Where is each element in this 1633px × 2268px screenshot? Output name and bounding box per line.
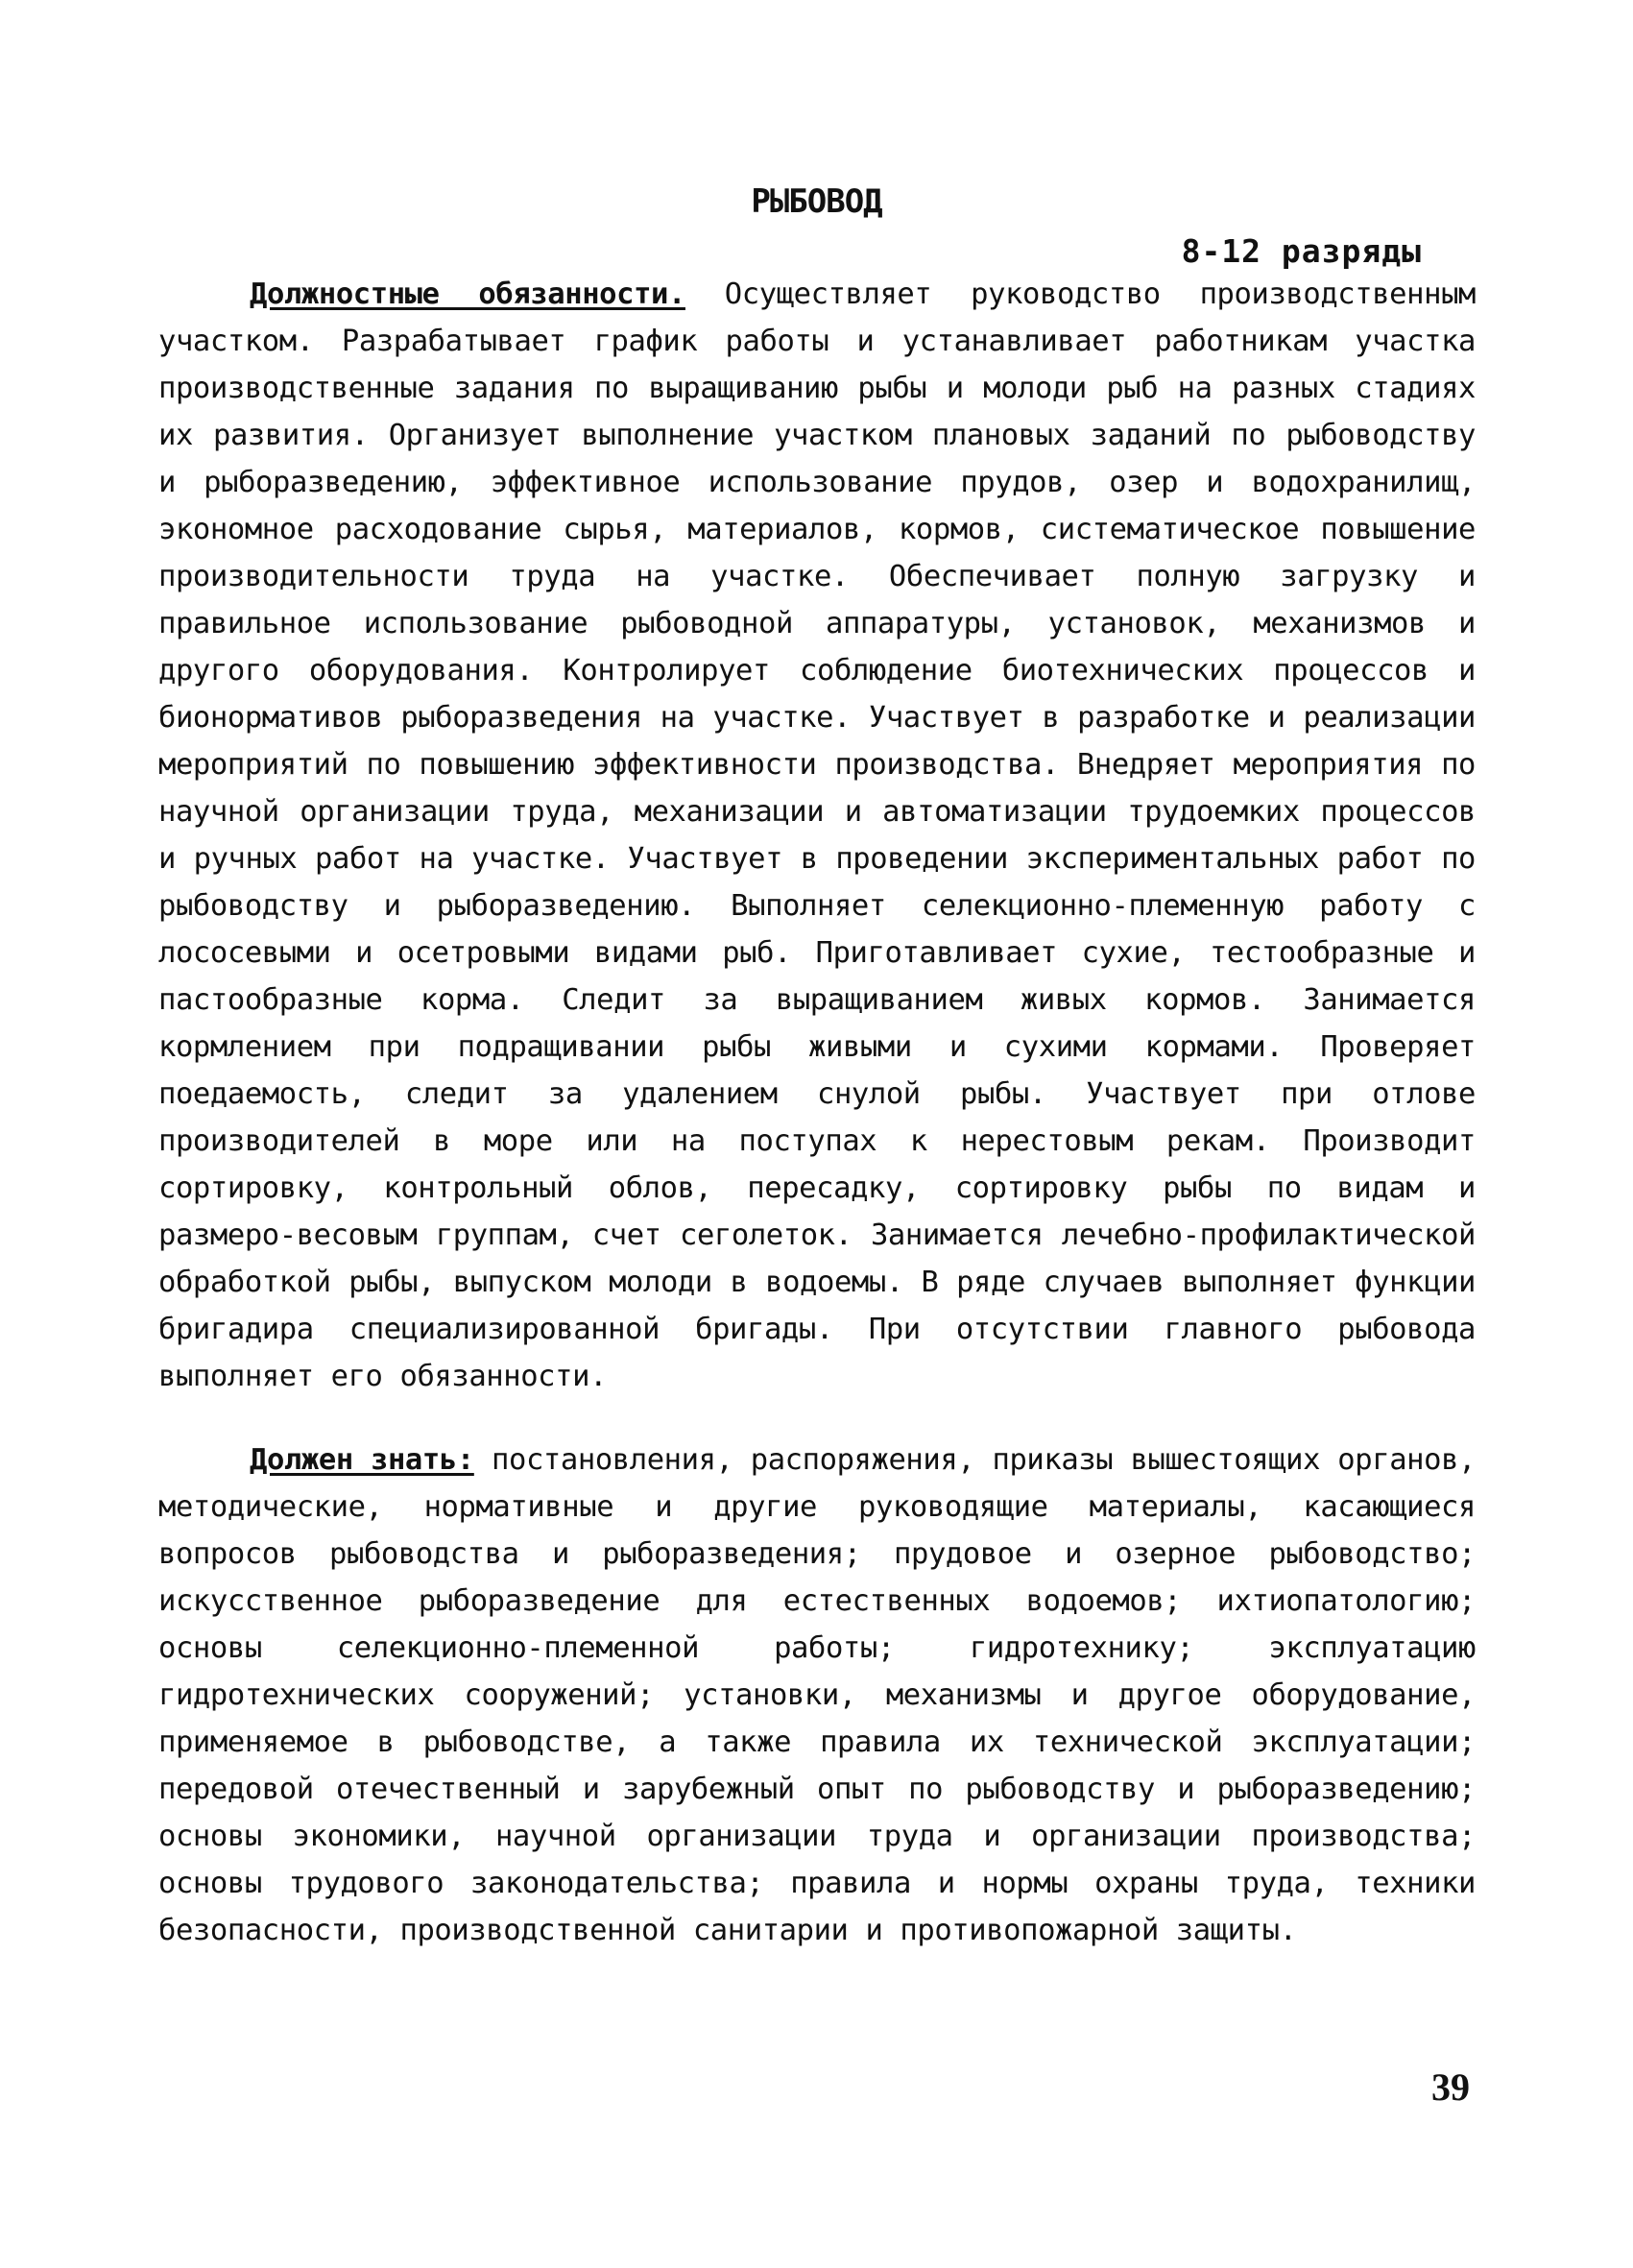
grade-heading: 8-12 разряды	[1181, 232, 1422, 270]
duties-heading: Должностные обязанности.	[250, 277, 685, 311]
knowledge-paragraph	[158, 1436, 1476, 1954]
duties-paragraph	[158, 271, 1476, 1400]
knowledge-heading: Должен знать:	[250, 1443, 474, 1477]
knowledge-section	[158, 1436, 1476, 1954]
page-title: РЫБОВОД	[751, 182, 882, 221]
duties-text: Осуществляет руководство производственным участком. Разрабатывает график работы и устанавливает работникам участка производственные задания по выращиванию рыбы и молоди рыб на разных стадиях их развития. Организует выполнение участком плановых заданий по рыбоводству и рыборазведению, эффективное использование прудов, озер и водохранилищ, экономное расходование сырья, материалов, кормов, систематическое повышение производительности труда на участке. Обеспечивает полную загрузку и правильное использование рыбоводной аппаратуры, установок, механизмов и другого оборудования. Контролирует соблюдение биотехнических процессов и бионормативов рыборазведения на участке. Участвует в разработке и реализации мероприятий по повышению эффективности производства. Внедряет мероприятия по научной организации труда, механизации и автоматизации трудоемких процессов и ручных работ на участке. Участвует в проведении экспериментальных работ по рыбоводству и рыборазведению. Выполняет селекционно-племенную работу с лососевыми и осетровыми видами рыб. Приготавливает сухие, тестообразные и пастообразные корма. Следит за выращиванием живых кормов. Занимается кормлением при подращивании рыбы живыми и сухими кормами. Проверяет поедаемость, следит за удалением снулой рыбы. Участвует при отлове производителей в море или на поступах к нерестовым рекам. Производит сортировку, контрольный облов, пересадку, сортировку рыбы по видам и размеро-весовым группам, счет сеголеток. Занимается лечебно-профилактической обработкой рыбы, выпуском молоди в водоемы. В ряде случаев выполняет функции бригадира специализированной бригады. При отсутствии главного рыбовода выполняет его обязанности.	[158, 277, 1476, 1393]
page-number: 39	[1431, 2065, 1470, 2109]
knowledge-text: постановления, распоряжения, приказы вышестоящих органов, методические, нормативные и другие руководящие материалы, касающиеся вопросов рыбоводства и рыборазведения; прудовое и озерное рыбоводство; искусственное рыборазведение для естественных водоемов; ихтиопатологию; основы селекционно-племенной работы; гидротехнику; эксплуатацию гидротехнических сооружений; установки, механизмы и другое оборудование, применяемое в рыбоводстве, а также правила их технической эксплуатации; передовой отечественный и зарубежный опыт по рыбоводству и рыборазведению; основы экономики, научной организации труда и организации производства; основы трудового законодательства; правила и нормы охраны труда, техники безопасности, производственной санитарии и противопожарной защиты.	[158, 1443, 1477, 1947]
duties-section	[158, 271, 1476, 1400]
